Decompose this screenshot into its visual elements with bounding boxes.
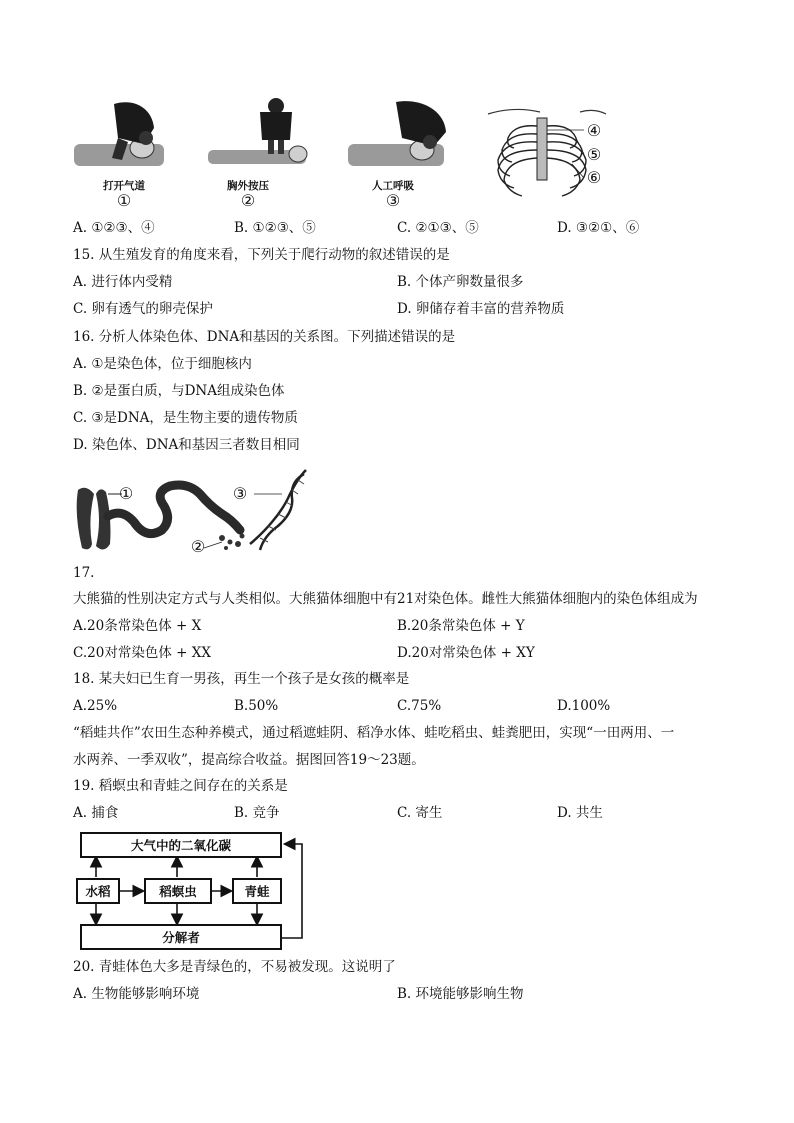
rib-label-6: ⑥: [586, 168, 602, 187]
protein-label-2: ②: [190, 537, 206, 556]
passage-line-2: 水两养、一季双收”，提高综合收益。据图回答19～23题。: [73, 752, 425, 768]
q15-option-d: D. 卵储存着丰富的营养物质: [397, 301, 565, 317]
q18-stem: 18. 某夫妇已生育一男孩，再生一个孩子是女孩的概率是: [73, 671, 410, 687]
cpr-caption-3: 人工呼吸: [372, 180, 414, 192]
q14-option-d: D. ③②①、⑥: [557, 220, 640, 236]
q15-stem: 15. 从生殖发育的角度来看，下列关于爬行动物的叙述错误的是: [73, 247, 450, 263]
cpr-figure-chest-compression: [206, 96, 311, 178]
q17-option-b: B.20条常染色体 + Y: [397, 618, 525, 634]
q18-option-a: A.25%: [73, 698, 118, 714]
q18-option-c: C.75%: [397, 698, 442, 714]
flowchart-frog-box: 青蛙: [232, 878, 282, 904]
cpr-caption-2: 胸外按压: [227, 180, 269, 192]
q16-option-c: C. ③是DNA，是生物主要的遗传物质: [73, 410, 298, 426]
cpr-figure-open-airway: [74, 98, 174, 178]
q17-number: 17.: [73, 565, 95, 581]
flowchart-co2-box: 大气中的二氧化碳: [80, 832, 282, 858]
flowchart-decomposer-box: 分解者: [80, 924, 282, 950]
dna-label-3: ③: [232, 484, 248, 503]
q19-stem: 19. 稻螟虫和青蛙之间存在的关系是: [73, 778, 288, 794]
q14-option-a: A. ①②③、④: [73, 220, 155, 236]
q16-option-d: D. 染色体、DNA和基因三者数目相同: [73, 437, 300, 453]
rib-label-5: ⑤: [586, 145, 602, 164]
cpr-caption-1: 打开气道: [103, 180, 145, 192]
q14-option-b: B. ①②③、⑤: [234, 220, 316, 236]
q19-option-b: B. 竞争: [234, 805, 280, 821]
flowchart-rice-box: 水稻: [76, 878, 120, 904]
q19-option-c: C. 寄生: [397, 805, 443, 821]
q17-option-a: A.20条常染色体 + X: [73, 618, 202, 634]
q18-option-b: B.50%: [234, 698, 279, 714]
chromosome-label-1: ①: [118, 484, 134, 503]
q16-option-b: B. ②是蛋白质，与DNA组成染色体: [73, 383, 285, 399]
cpr-number-3: ③: [385, 191, 401, 210]
passage-line-1: “稻蛙共作”农田生态种养模式，通过稻遮蛙阴、稻净水体、蛙吃稻虫、蛙粪肥田，实现“一田两用、一: [73, 725, 675, 741]
q16-option-a: A. ①是染色体，位于细胞核内: [73, 356, 252, 372]
cpr-number-2: ②: [240, 191, 256, 210]
q15-option-a: A. 进行体内受精: [73, 274, 173, 290]
cpr-figure-rescue-breathing: [348, 98, 458, 178]
q20-stem: 20. 青蛙体色大多是青绿色的，不易被发现。这说明了: [73, 959, 396, 975]
cpr-number-1: ①: [116, 191, 132, 210]
q17-stem: 大熊猫的性别决定方式与人类相似。大熊猫体细胞中有21对染色体。雌性大熊猫体细胞内的染色体组成为: [73, 591, 698, 607]
q15-option-b: B. 个体产卵数量很多: [397, 274, 524, 290]
q20-option-b: B. 环境能够影响生物: [397, 986, 524, 1002]
q16-stem: 16. 分析人体染色体、DNA和基因的关系图。下列描述错误的是: [73, 329, 456, 345]
food-web-flowchart: [74, 830, 306, 952]
q20-option-a: A. 生物能够影响环境: [73, 986, 200, 1002]
q19-option-a: A. 捕食: [73, 805, 119, 821]
q17-option-c: C.20对常染色体 + XX: [73, 645, 211, 661]
q15-option-c: C. 卵有透气的卵壳保护: [73, 301, 213, 317]
q19-option-d: D. 共生: [557, 805, 603, 821]
rib-label-4: ④: [586, 121, 602, 140]
q14-option-c: C. ②①③、⑤: [397, 220, 479, 236]
flowchart-borer-box: 稻螟虫: [144, 878, 212, 904]
q17-option-d: D.20对常染色体 + XY: [397, 645, 535, 661]
q18-option-d: D.100%: [557, 698, 611, 714]
